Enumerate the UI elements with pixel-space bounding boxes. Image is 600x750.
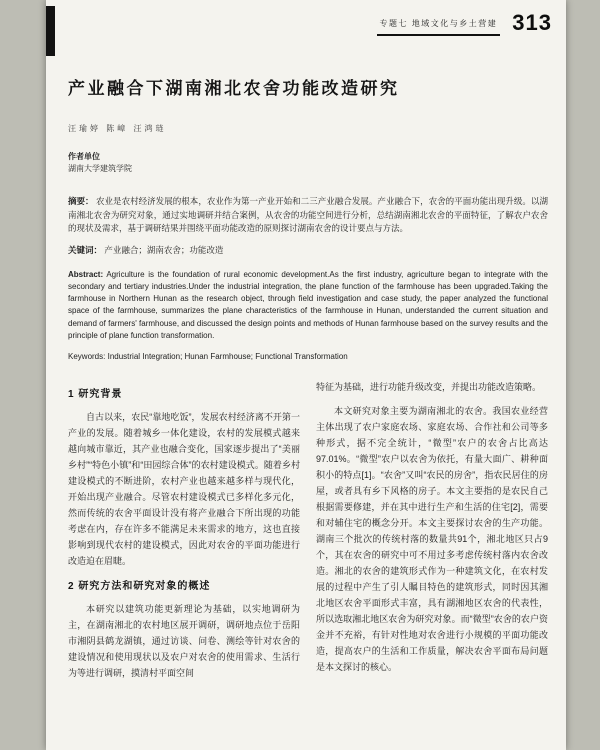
section1-paragraph: 自古以来，农民“靠地吃饭”，发展农村经济离不开第一产业的发展。随着城乡一体化建设，农村的发展模式越来越向城市靠近，其产业也融合变化，国家逐步提出了“美丽乡村”“特色小镇”和“田园综合体”的农村建设模式。随着乡村建设模式的不断进阶，农村产业也越来越多样与现代化，开始出现产业融合。尽管农村建设模式已多样化多元化，然而传统的农舍平面设计没有将产业融合下所出现的功能考虑在内，存在许多不能满足未来需求的地方，这也直接影响到现代农村的建设模式，因此对农舍的平面功能进行改造迫在眉睫。: [68, 411, 300, 567]
paper-page: [46, 0, 566, 750]
abstract-en: [68, 269, 548, 342]
keywords-cn: [68, 244, 548, 256]
right-column: [316, 379, 548, 683]
section2-paragraph: 本研究以建筑功能更新理论为基础，以实地调研为主，在湖南湘北的农村地区展开调研，调研地点位于岳阳市湘阴县鹤龙湖镇，通过访谈、问卷、测绘等针对农舍的建设情况和使用现状以及农户对农舍的使用需求、生活行为等进行调研，摸清村平面空间: [68, 604, 300, 679]
affiliation-name: 湖南大学建筑学院: [68, 164, 132, 174]
keywords-en: [68, 352, 548, 361]
keywords-en-label: Keywords:: [68, 351, 106, 361]
right-continuation-paragraph: 特征为基础，进行功能升级改变，并提出功能改造策略。: [316, 381, 542, 392]
abstract-en-label: Abstract:: [68, 270, 104, 280]
left-column: [68, 379, 300, 689]
abstract-cn: [68, 195, 548, 235]
right-paragraph: 本文研究对象主要为湖南湘北的农舍。我国农业经营主体出现了农户家庭农场、家庭农场、合作社和公司等多种形式，据不完全统计，“微型”农户的农舍占比高达97.01%。“微型”农户以农舍为依托，有量大面广、耕种面积小的特点[1]。“农舍”又叫“农民的房舍”，指农民居住的房屋，或者具有乡下风格的房子。本文主要指的是农民自己根据需要修建，并在其中进行生产和生活的住宅[2]，需要和对辅住宅的概念分开。本文主要探讨农舍的生产功能。湖南三个批次的传统村落的数量共91个，湘北地区只占9个，其在农舍的研究中可不用过多考虑传统村落内农舍改造。湘北的农舍的建筑形式作为一种建筑文化，在农村发展的过程中产生了引人瞩目特色的建筑形式，同时因其湘北地区农舍平面形式丰富，具有湖湘地区农舍的代表性，所以选取湘北地区农舍为研究对象。而“微型”农舍的农户资金并不充裕，有针对性地对农舍进行小规模的平面功能改造，提高农户的生活和工作质量，解决农舍平面布局问题是本文探讨的核心。: [316, 405, 548, 673]
two-column-body: [68, 379, 548, 689]
abstract-cn-text: 农业是农村经济发展的根本，农业作为第一产业开始和二三产业融合发展。产业融合下，农舍的平面功能出现升级。以湖南湘北农舍为研究对象，通过实地调研并结合案例，从农舍的功能空间进行分析，总结湖南湘北农舍的平面特征，了解农户农舍的现状及需求，基于调研结果并围绕平面功能改造的原则探讨湖南农舍的设计要点与方法。: [68, 196, 548, 234]
abstract-cn-label: 摘要：: [68, 196, 94, 207]
section1-heading: 1 研究背景: [68, 388, 123, 400]
spine-mark: [46, 6, 55, 56]
section-topic: 专题七 地域文化与乡土营建: [377, 18, 501, 36]
page-number: 313: [512, 10, 552, 35]
article-title: 产业融合下湖南湘北农舍功能改造研究: [68, 79, 400, 98]
affiliation-label: 作者单位: [68, 152, 100, 162]
keywords-en-text: Industrial Integration; Hunan Farmhouse; Functional Transformation: [107, 351, 348, 361]
keywords-cn-label: 关键词：: [68, 245, 103, 256]
section2-heading: 2 研究方法和研究对象的概述: [68, 581, 211, 593]
affiliation-block: [68, 151, 548, 175]
authors: 汪瑜婷 陈嶂 汪鸿琏: [68, 124, 167, 134]
page-content: [68, 0, 548, 689]
abstract-en-text: Agriculture is the foundation of rural economic development.As the first industry, agriculture began to integrate with the secondary and tertiary industries.Under the industrial integration, the plane function of the farmhouse has been upgraded.Taking the farmhouse in Northern Hunan as the research object, through field investigation and case study, the paper analyzed the functional space of the farmhouse, summarizes the plane characteristics of the farmhouse in Hunan, understanded the current situation and demand of farmers' farmhouse, and discussed the design points and methods of Hunan farmhouse based on the survey results and the principle of plane function transformation.: [68, 270, 549, 340]
keywords-cn-text: 产业融合；湖南农舍；功能改造: [104, 245, 224, 256]
